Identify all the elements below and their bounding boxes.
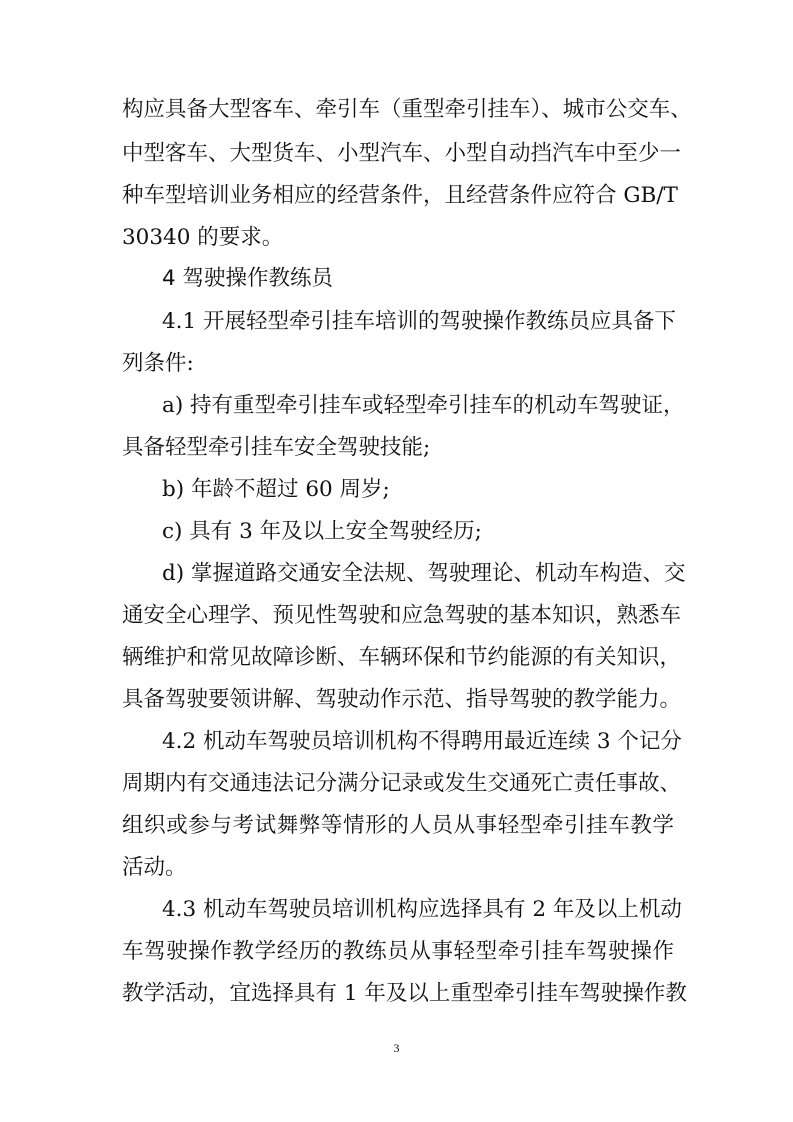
list-item-b: b) 年龄不超过 60 周岁; [162,477,390,502]
clause-4-3: 4.3 机动车驾驶员培训机构应选择具有 2 年及以上机动 [162,897,682,922]
text-line: 列条件: [122,351,194,376]
list-item-d: d) 掌握道路交通安全法规、驾驶理论、机动车构造、交 [162,561,686,586]
clause-4-2: 4.2 机动车驾驶员培训机构不得聘用最近连续 3 个记分 [162,729,682,754]
text-line: 辆维护和常见故障诊断、车辆环保和节约能源的有关知识， [122,645,682,670]
text-line: 中型客车、大型货车、小型汽车、小型自动挡汽车中至少一 [122,141,682,166]
section-heading: 4 驾驶操作教练员 [162,266,334,291]
text-line: 教学活动，宜选择具有 1 年及以上重型牵引挂车驾驶操作教 [122,981,687,1006]
text-line: 周期内有交通违法记分满分记录或发生交通死亡责任事故、 [122,771,682,796]
page-number: 3 [393,1041,400,1055]
text-line: 组织或参与考试舞弊等情形的人员从事轻型牵引挂车教学 [122,813,674,838]
text-line: 具备轻型牵引挂车安全驾驶技能; [122,435,431,460]
text-line: 构应具备大型客车、牵引车（重型牵引挂车）、城市公交车、 [122,97,692,122]
text-line: 4.1 开展轻型牵引挂车培训的驾驶操作教练员应具备下 [162,309,677,334]
text-line: 具备驾驶要领讲解、驾驶动作示范、指导驾驶的教学能力。 [122,687,682,712]
text-line: 车驾驶操作教学经历的教练员从事轻型牵引挂车驾驶操作 [122,939,674,964]
text-line: 活动。 [122,855,187,880]
list-item-a: a) 持有重型牵引挂车或轻型牵引挂车的机动车驾驶证， [162,393,685,418]
text-line: 种车型培训业务相应的经营条件，且经营条件应符合 GB/T [122,183,678,208]
list-item-c: c) 具有 3 年及以上安全驾驶经历; [162,519,482,544]
text-line: 30340 的要求。 [122,225,284,250]
text-line: 通安全心理学、预见性驾驶和应急驾驶的基本知识，熟悉车 [122,603,682,628]
